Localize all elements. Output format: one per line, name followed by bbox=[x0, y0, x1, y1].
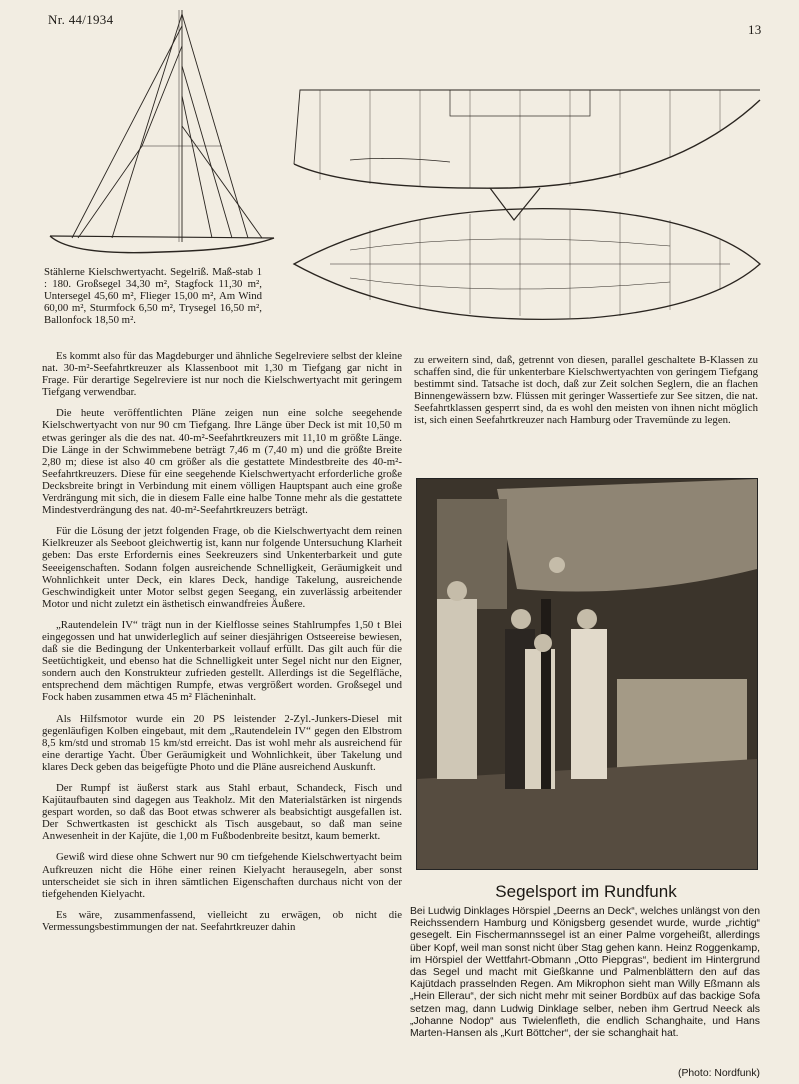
photo-credit: (Photo: Nordfunk) bbox=[677, 1068, 760, 1079]
issue-number: Nr. 44/1934 bbox=[48, 12, 114, 27]
left-paragraph-2: Die heute veröffentlichten Pläne zeigen nun eine solche seegehende Kielschwertyacht von nur 90 cm Tiefgang. Ihre Länge über Deck ist mit 10,50 m etwas geringer als die des nat. 40-m²-Seefahrtkreuzers mit 11,10 m größte Länge. Die Länge in der Schwimmebene beträgt 7,46 m (7,40 m) und die größte Breite 2,80 m; diese ist also 40 cm größer als die gestattete Mindestbreite des 40-m²-Seefahrtkreuzers. Diese für eine seegehende Kielschwertyacht erforderliche große Decksbreite bringt in Verbindung mit einem völligen Hauptspant auch eine große Verdrängung mit sich, die in diesem Falle eine halbe Tonne mehr als die gestattete Mindestverdrängung des nat. 40-m²-Seefahrtkreuzers beträgt. bbox=[42, 407, 402, 517]
left-paragraph-8: Es wäre, zusammenfassend, vielleicht zu erwägen, ob nicht die Vermessungsbestimmungen der nat. Seefahrtkreuzer dahin bbox=[42, 908, 402, 933]
radio-play-photo bbox=[416, 478, 758, 870]
left-paragraph-5: Als Hilfsmotor wurde ein 20 PS leistender 2-Zyl.-Junkers-Diesel mit gegenläufigen Kolben eingebaut, mit dem „Rautendelein IV“ gegen den Elbstrom 8,5 km/std und stromab 15 km/std erreicht. Das ist wohl mehr als ausreichend für eine derartige Yacht. Über Geräumigkeit und Wohnlichkeit, über Takelung und klares Deck geben das beigefügte Photo und die Pläne ausreichend Auskunft. bbox=[42, 712, 402, 773]
page-number: 13 bbox=[748, 22, 762, 37]
sail-plan-drawing bbox=[42, 6, 280, 262]
radio-article-text: Bei Ludwig Dinklages Hörspiel „Deerns an Deck“, welches unlängst von den Reichssendern Hamburg und Königsberg gesendet wurde, wurde „richtig“ gesegelt. Ein Fischermannssegel ist an einer Palme vorgeheißt, allerdings über Kopf, weil man sonst nicht über Stag gehen kann. Heinz Roggenkamp, im Hörspiel der Wettfahrt-Obmann „Otto Piepgras“, bedient im Hintergrund das Segel und macht mit Gießkanne und Palmenblättern den auf das Kajütdach prasselnden Regen. Am Mikrophon sieht man Willy Eßmann als „Hein Ellerau“, der sich nicht mehr mit seiner Bordbüx auf das backige Sofa setzen mag, dann Ludwig Dinklage selber, neben ihm Gertrud Neeck als „Johanne Nodop“ aus Twielenfleth, die endlich Schanghaite, und Hans Marten-Hansen als „Kurt Böttcher“, der sie schanghait hat. bbox=[410, 906, 760, 1040]
left-paragraph-7: Gewiß wird diese ohne Schwert nur 90 cm tiefgehende Kielschwertyacht beim Aufkreuzen nicht die Höhe einer reinen Kielyacht herausegeln, aber sonst unterscheidet sie sich in ihren sämtlichen Eigenschaften durchaus nicht von der tiefgehenden Kielyacht. bbox=[42, 851, 402, 900]
right-column bbox=[414, 354, 758, 436]
lines-plan-drawing bbox=[290, 60, 766, 334]
left-paragraph-3: Für die Lösung der jetzt folgenden Frage, ob die Kielschwertyacht dem reinen Kielkreuzer als Seeboot gleichwertig ist, kann nur folgende Untersuchung Klarheit geben: Das erste Erfordernis eines Seekreuzers sind Unkenterbarkeit und gute Seeeigenschaften. Sodann folgen ausreichende Schnelligkeit, Geräumigkeit und Wohnlichkeit unter Deck, ein klares Deck, handige Takelung, ausreichende Geschwindigkeit unter Motor selbst gegen Seegang, ein zuverlässig arbeitender Motor und nicht zuletzt ein ästhetisch einwandfreies Äußere. bbox=[42, 525, 402, 610]
left-column bbox=[42, 350, 402, 942]
radio-article-title: Segelsport im Rundfunk bbox=[495, 882, 677, 901]
left-paragraph-1: Es kommt also für das Magdeburger und ähnliche Segelreviere selbst der kleine nat. 30-m²-Seefahrtkreuzer als Klassenboot mit 1,30 m Tiefgang gar nicht in Frage. Für derartige Segelreviere ist nur noch die Kielschwertyacht mit geringem Tiefgang verwendbar. bbox=[42, 350, 402, 399]
figure-caption: Stählerne Kielschwertyacht. Segelriß. Maß-stab 1 : 180. Großsegel 34,30 m², Stagfock 11,30 m², Untersegel 45,60 m², Flieger 15,00 m², Am Wind 60,00 m², Sturmfock 6,50 m², Trysegel 16,50 m², Ballonfock 18,50 m². bbox=[44, 266, 262, 326]
left-paragraph-4: „Rautendelein IV“ trägt nun in der Kielflosse seines Stahlrumpfes 1,50 t Blei eingegossen und hat unwiderleglich auf seiner diesjährigen Ostseereise bewiesen, daß sie die Bedingung der Unkenterbarkeit vollauf erfüllt. Das gilt auch für die Seetüchtigkeit, und ebenso hat die Schnelligkeit unter Segel nicht nur den Eigner, sondern auch den Konstrukteur zufrieden gestellt. Allerdings ist die Segelfläche, entsprechend dem mächtigen Rumpfe, etwas vergrößert worden. Großsegel und Fock haben zusammen etwa 45 m² Flächeninhalt. bbox=[42, 618, 402, 704]
left-paragraph-6: Der Rumpf ist äußerst stark aus Stahl erbaut, Schandeck, Fisch und Kajütaufbauten sind dagegen aus Teakholz. Mit den Materialstärken ist nirgends gespart worden, so daß das Boot etwas schwerer als beabsichtigt ausgefallen ist. Der Schwertkasten ist geschickt als Tisch ausgebaut, so daß man seine Anwesenheit in der Kajüte, die 1,00 m Fußbodenbreite besitzt, kaum bemerkt. bbox=[42, 782, 402, 843]
right-paragraph: zu erweitern sind, daß, getrennt von diesen, parallel geschaltete B-Klassen zu schaffen sind, die für unkenterbare Kielschwertyachten von geringem Tiefgang bestimmt sind. Tatsache ist doch, daß zur Zeit solchen Seglern, die an flachen Binnengewässern bzw. Flüssen mit geringer Wassertiefe zur See sitzen, die nat. Seefahrtklassen gesperrt sind, da es wohl den meisten von ihnen nicht möglich ist, sich einen Seefahrtkreuzer nach Hamburg oder Travemünde zu legen. bbox=[414, 354, 758, 427]
